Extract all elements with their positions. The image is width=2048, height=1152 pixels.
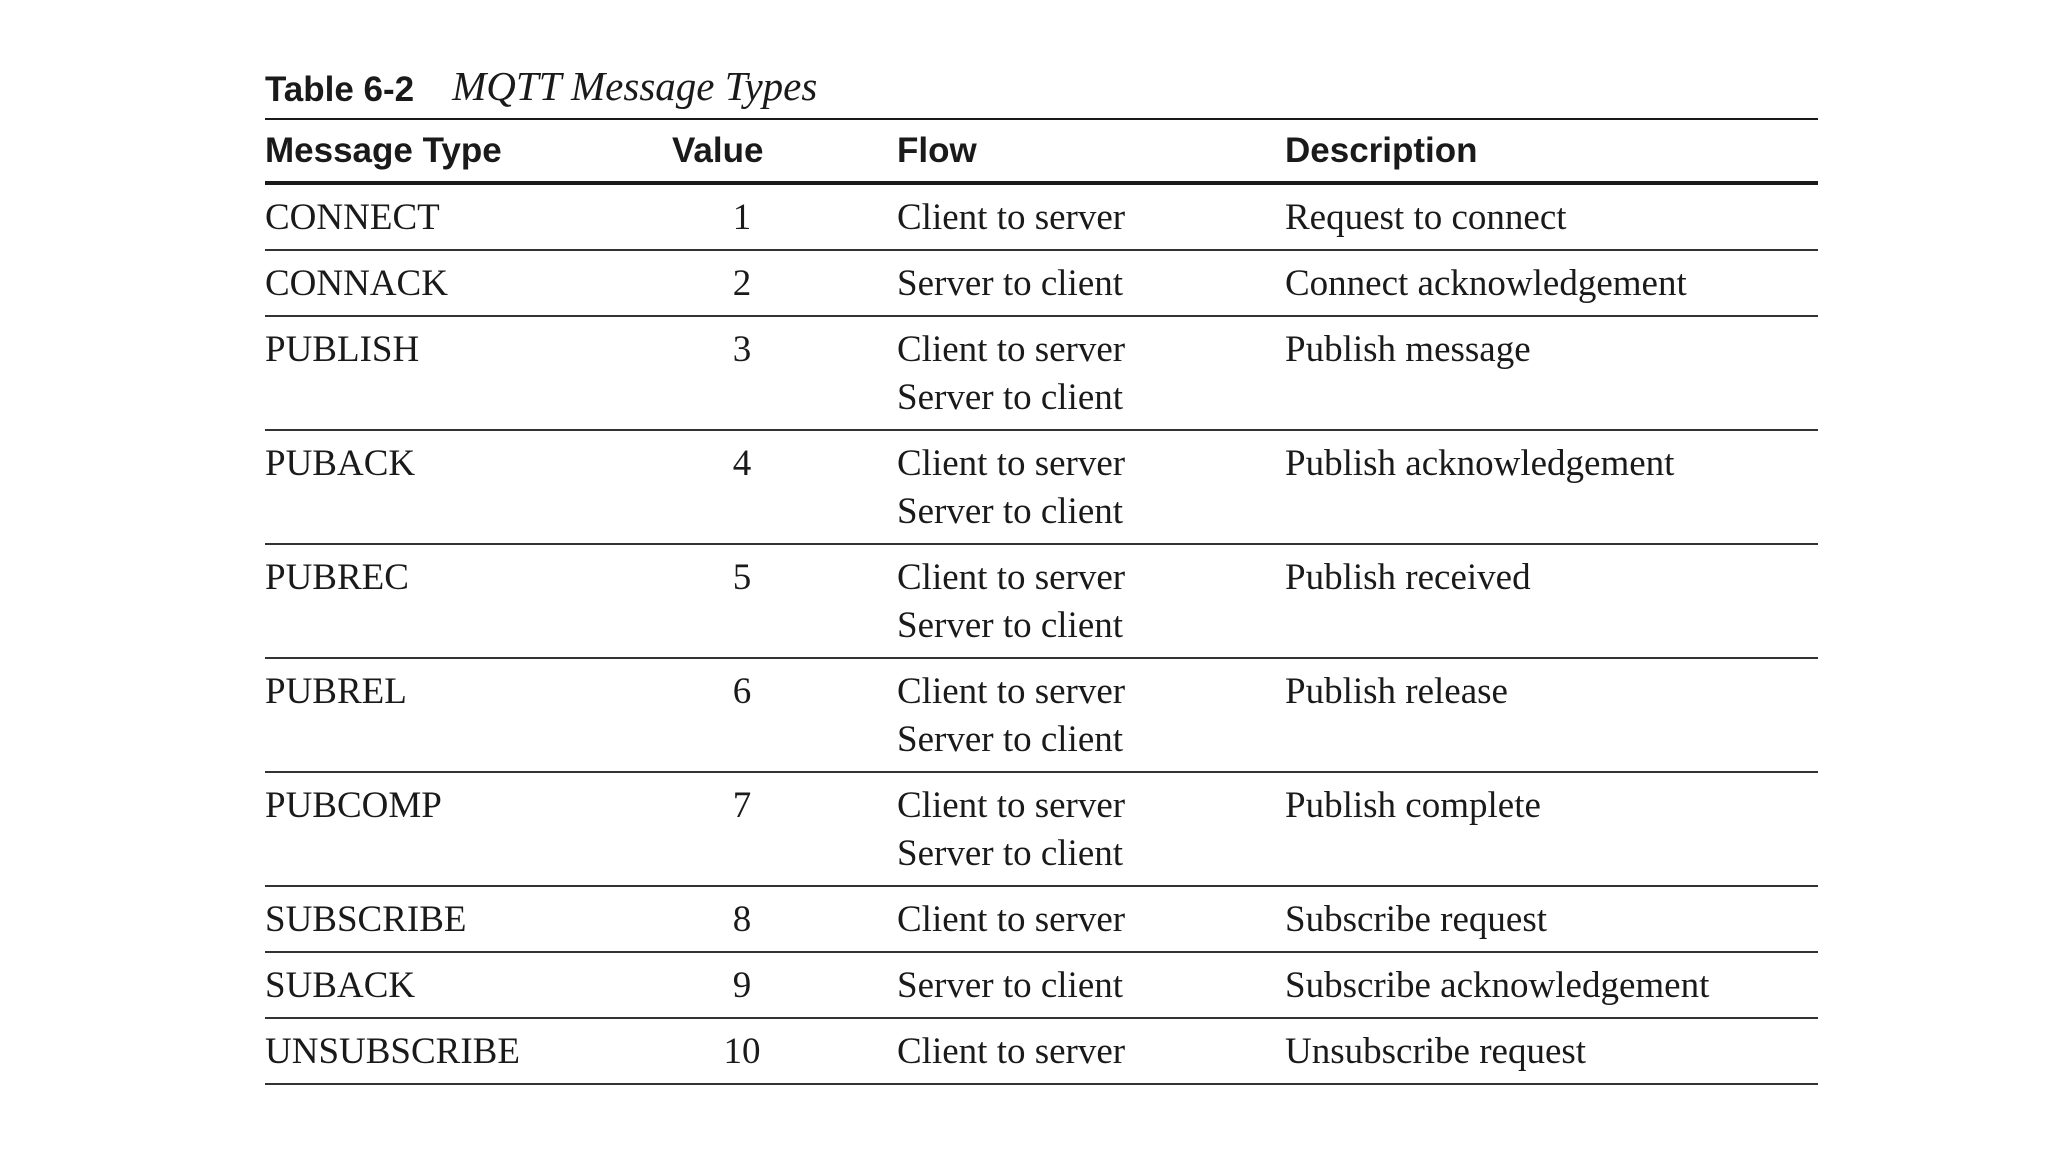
flow-line: Client to server (897, 899, 1126, 940)
value-cell: 5 (732, 557, 752, 598)
description-cell: Publish message (1285, 329, 1531, 370)
table-number: Table 6-2 (265, 70, 415, 109)
value-cell: 10 (723, 1031, 761, 1072)
flow-line: Server to client (897, 263, 1124, 304)
table-row (265, 953, 1818, 1019)
flow-line: Client to server (897, 1031, 1126, 1072)
message-type-cell: PUBREL (265, 671, 407, 712)
value-cell: 1 (732, 197, 752, 238)
table-title: MQTT Message Types (452, 63, 818, 109)
flow-cell (897, 659, 1285, 764)
description-cell: Publish release (1285, 671, 1508, 712)
message-type-cell: PUBCOMP (265, 785, 442, 826)
description-cell: Publish complete (1285, 785, 1541, 826)
flow-line: Server to client (897, 605, 1124, 646)
flow-line: Server to client (897, 719, 1124, 760)
table-row (265, 545, 1818, 659)
header-flow: Flow (897, 130, 977, 170)
message-type-cell: CONNACK (265, 263, 448, 304)
header-value: Value (672, 130, 764, 170)
table-header-row (265, 118, 1818, 185)
message-type-cell: UNSUBSCRIBE (265, 1031, 520, 1072)
table-row (265, 317, 1818, 431)
description-cell: Unsubscribe request (1285, 1031, 1587, 1072)
flow-cell (897, 317, 1285, 422)
message-type-cell: PUBACK (265, 443, 416, 484)
message-type-cell: CONNECT (265, 197, 440, 238)
value-cell: 2 (732, 263, 752, 304)
flow-line: Client to server (897, 329, 1126, 370)
table-row (265, 773, 1818, 887)
table-caption (265, 58, 1818, 118)
header-message-type: Message Type (265, 130, 502, 170)
value-cell: 8 (732, 899, 752, 940)
flow-line: Client to server (897, 443, 1126, 484)
header-description: Description (1285, 130, 1478, 170)
mqtt-message-types-table (265, 58, 1818, 1085)
table-row (265, 185, 1818, 251)
flow-line: Server to client (897, 491, 1124, 532)
value-cell: 9 (732, 965, 752, 1006)
table-row (265, 659, 1818, 773)
flow-cell (897, 185, 1285, 242)
flow-cell (897, 773, 1285, 878)
table-row (265, 1019, 1818, 1085)
flow-line: Client to server (897, 785, 1126, 826)
value-cell: 3 (732, 329, 752, 370)
description-cell: Connect acknowledgement (1285, 263, 1687, 304)
flow-line: Server to client (897, 965, 1124, 1006)
value-cell: 7 (732, 785, 752, 826)
value-cell: 4 (732, 443, 752, 484)
description-cell: Publish acknowledgement (1285, 443, 1675, 484)
flow-line: Client to server (897, 671, 1126, 712)
table-row (265, 887, 1818, 953)
flow-line: Server to client (897, 377, 1124, 418)
flow-cell (897, 887, 1285, 944)
message-type-cell: SUBSCRIBE (265, 899, 467, 940)
value-cell: 6 (732, 671, 752, 712)
message-type-cell: PUBLISH (265, 329, 420, 370)
description-cell: Subscribe acknowledgement (1285, 965, 1710, 1006)
description-cell: Subscribe request (1285, 899, 1548, 940)
table-row (265, 251, 1818, 317)
flow-cell (897, 1019, 1285, 1076)
flow-line: Client to server (897, 197, 1126, 238)
flow-line: Client to server (897, 557, 1126, 598)
table-row (265, 431, 1818, 545)
message-type-cell: PUBREC (265, 557, 409, 598)
flow-line: Server to client (897, 833, 1124, 874)
flow-cell (897, 953, 1285, 1010)
message-type-cell: SUBACK (265, 965, 416, 1006)
flow-cell (897, 431, 1285, 536)
description-cell: Publish received (1285, 557, 1531, 598)
flow-cell (897, 251, 1285, 308)
flow-cell (897, 545, 1285, 650)
description-cell: Request to connect (1285, 197, 1567, 238)
